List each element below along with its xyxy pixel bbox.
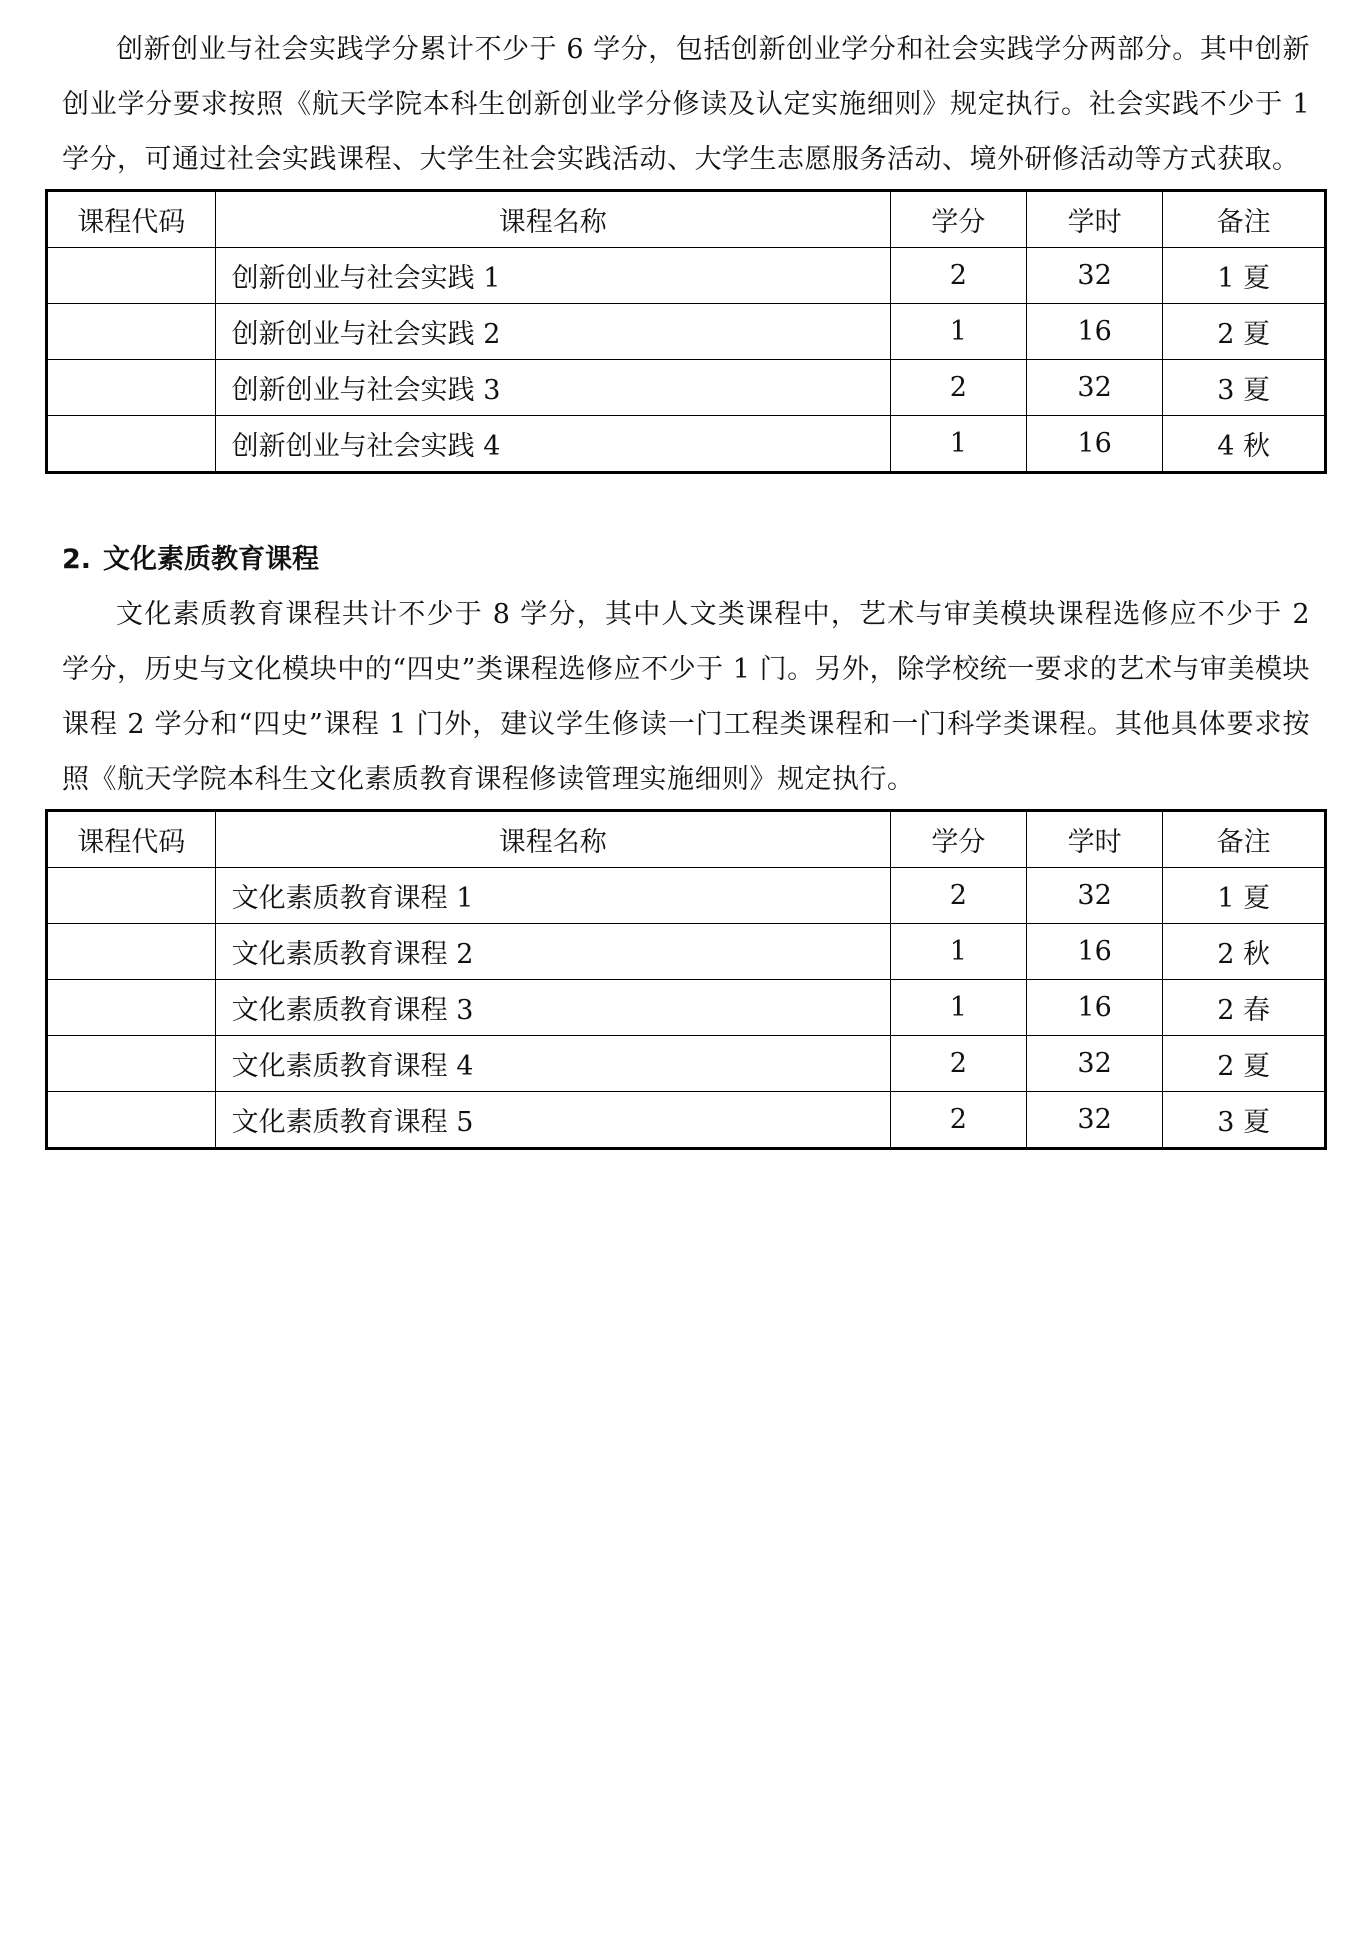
hours-cell: 32 (1026, 248, 1162, 304)
table-row (47, 980, 1326, 1036)
course-name-cell: 创新创业与社会实践 2 (215, 304, 890, 360)
note-cell: 1 夏 (1163, 248, 1326, 304)
innovation-course-table (45, 189, 1327, 474)
course-code-cell (47, 1036, 216, 1092)
table-row (47, 416, 1326, 473)
note-cell: 1 夏 (1163, 868, 1326, 924)
table-row (47, 924, 1326, 980)
credit-cell: 1 (890, 980, 1026, 1036)
header-course-name: 课程名称 (215, 191, 890, 248)
note-cell: 2 夏 (1163, 304, 1326, 360)
note-cell: 2 夏 (1163, 1036, 1326, 1092)
note-cell: 3 夏 (1163, 360, 1326, 416)
header-course-name: 课程名称 (215, 811, 890, 868)
note-cell: 2 秋 (1163, 924, 1326, 980)
hours-cell: 16 (1026, 924, 1162, 980)
credit-cell: 1 (890, 416, 1026, 473)
document-page (62, 22, 1310, 1150)
credit-cell: 2 (890, 248, 1026, 304)
note-cell: 2 春 (1163, 980, 1326, 1036)
course-name-cell: 文化素质教育课程 2 (215, 924, 890, 980)
culture-course-table (45, 809, 1327, 1150)
hours-cell: 16 (1026, 416, 1162, 473)
header-course-code: 课程代码 (47, 191, 216, 248)
hours-cell: 32 (1026, 1092, 1162, 1149)
credit-cell: 2 (890, 1092, 1026, 1149)
credit-cell: 1 (890, 304, 1026, 360)
section-number: 2. (62, 544, 92, 575)
hours-cell: 32 (1026, 868, 1162, 924)
table-row (47, 1036, 1326, 1092)
course-name-cell: 文化素质教育课程 4 (215, 1036, 890, 1092)
course-name-cell: 创新创业与社会实践 1 (215, 248, 890, 304)
header-note: 备注 (1163, 811, 1326, 868)
culture-paragraph: 文化素质教育课程共计不少于 8 学分，其中人文类课程中，艺术与审美模块课程选修应不少于 2 学分，历史与文化模块中的“四史”类课程选修应不少于 1 门。另外，除学校统一要求的艺术与审美模块课程 2 学分和“四史”课程 1 门外，建议学生修读一门工程类课程和一门科学类课程。其他具体要求按照《航天学院本科生文化素质教育课程修读管理实施细则》规定执行。 (62, 599, 1310, 795)
hours-cell: 32 (1026, 360, 1162, 416)
credit-cell: 2 (890, 360, 1026, 416)
header-credit: 学分 (890, 811, 1026, 868)
course-name-cell: 文化素质教育课程 5 (215, 1092, 890, 1149)
header-hours: 学时 (1026, 811, 1162, 868)
credit-cell: 1 (890, 924, 1026, 980)
table-header-row (47, 191, 1326, 248)
hours-cell: 16 (1026, 304, 1162, 360)
header-note: 备注 (1163, 191, 1326, 248)
section-heading-culture (62, 532, 1310, 587)
note-cell: 4 秋 (1163, 416, 1326, 473)
course-name-cell: 文化素质教育课程 3 (215, 980, 890, 1036)
section-title: 文化素质教育课程 (103, 544, 320, 575)
course-code-cell (47, 980, 216, 1036)
header-course-code: 课程代码 (47, 811, 216, 868)
table-row (47, 360, 1326, 416)
table-header-row (47, 811, 1326, 868)
course-name-cell: 创新创业与社会实践 3 (215, 360, 890, 416)
course-code-cell (47, 868, 216, 924)
course-code-cell (47, 416, 216, 473)
table-row (47, 304, 1326, 360)
header-hours: 学时 (1026, 191, 1162, 248)
course-code-cell (47, 360, 216, 416)
table-row (47, 1092, 1326, 1149)
course-code-cell (47, 304, 216, 360)
innovation-paragraph: 创新创业与社会实践学分累计不少于 6 学分，包括创新创业学分和社会实践学分两部分。其中创新创业学分要求按照《航天学院本科生创新创业学分修读及认定实施细则》规定执行。社会实践不少于 1 学分，可通过社会实践课程、大学生社会实践活动、大学生志愿服务活动、境外研修活动等方式获取。 (62, 34, 1310, 175)
course-code-cell (47, 924, 216, 980)
table-row (47, 868, 1326, 924)
hours-cell: 16 (1026, 980, 1162, 1036)
header-credit: 学分 (890, 191, 1026, 248)
hours-cell: 32 (1026, 1036, 1162, 1092)
course-code-cell (47, 1092, 216, 1149)
course-name-cell: 文化素质教育课程 1 (215, 868, 890, 924)
course-name-cell: 创新创业与社会实践 4 (215, 416, 890, 473)
note-cell: 3 夏 (1163, 1092, 1326, 1149)
credit-cell: 2 (890, 1036, 1026, 1092)
course-code-cell (47, 248, 216, 304)
credit-cell: 2 (890, 868, 1026, 924)
table-row (47, 248, 1326, 304)
